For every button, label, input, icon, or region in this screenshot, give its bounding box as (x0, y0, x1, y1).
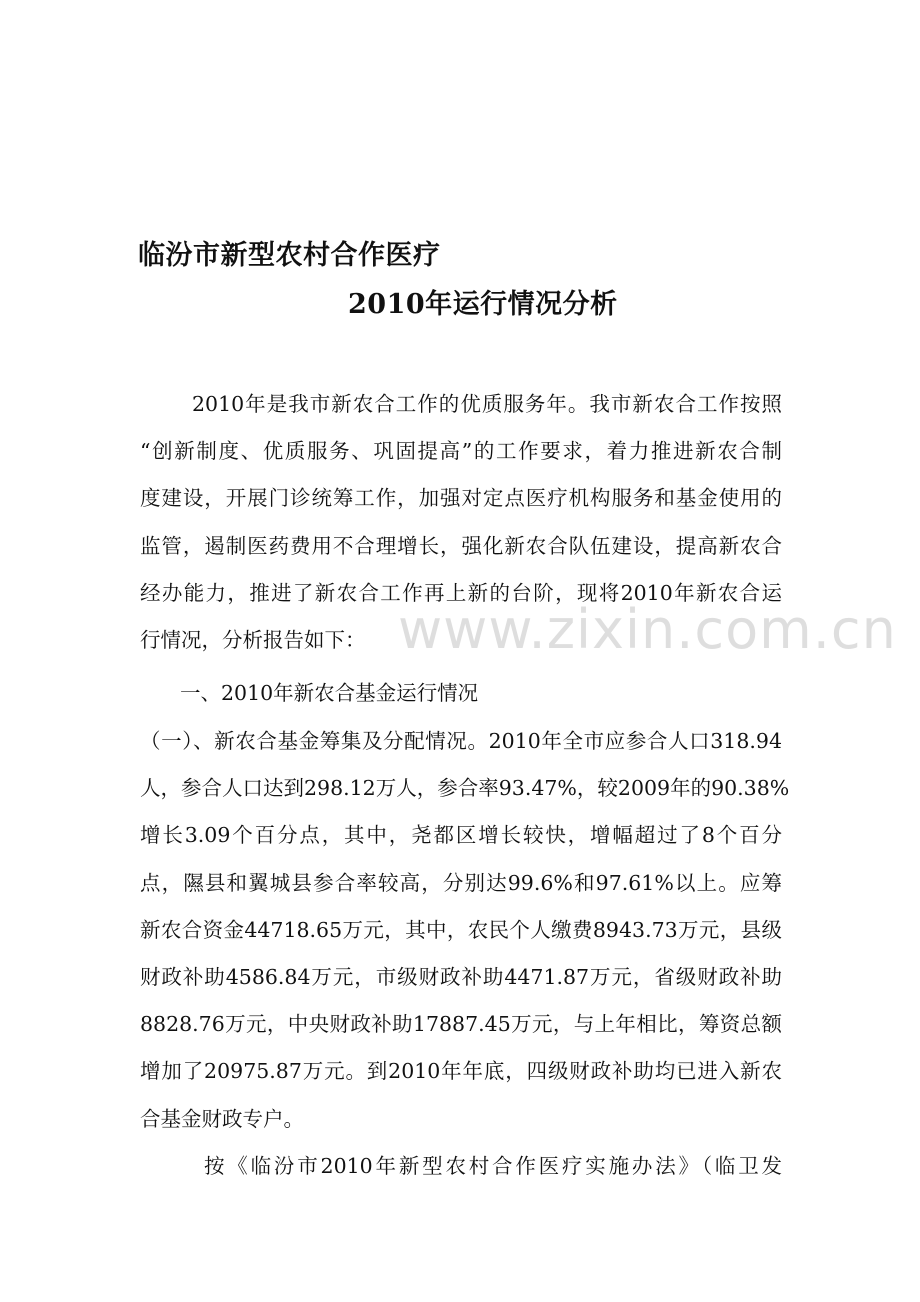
paragraph-line: 监管，遏制医药费用不合理增长，强化新农合队伍建设，提高新农合 (140, 533, 782, 558)
fund-paragraph (140, 718, 790, 1143)
paragraph-line: 经办能力，推进了新农合工作再上新的台阶，现将2010年新农合运 (140, 580, 782, 605)
paragraph-line: 2010年是我市新农合工作的优质服务年。我市新农合工作按照 (192, 392, 782, 416)
paragraph-line: 人，参合人口达到298.12万人，参合率93.47%，较2009年的90.38% (140, 776, 790, 801)
paragraph-line: 点，隰县和翼城县参合率较高，分别达99.6%和97.61%以上。应筹 (140, 870, 782, 895)
document-title-line-1: 临汾市新型农村合作医疗 (138, 240, 441, 271)
watermark: www.zixin.com.cn (398, 598, 897, 661)
paragraph-line: 增加了20975.87万元。到2010年年底，四级财政补助均已进入新农 (140, 1059, 782, 1084)
paragraph-line: 行情况，分析报告如下： (140, 627, 366, 652)
paragraph-line: 按《临汾市2010年新型农村合作医疗实施办法》（临卫发 (204, 1154, 782, 1178)
paragraph-line: （一）、新农合基金筹集及分配情况。2010年全市应参合人口318.94 (140, 729, 782, 753)
paragraph-line: “创新制度、优质服务、巩固提高”的工作要求，着力推进新农合制 (140, 439, 782, 464)
document-title-line-2: 2010年运行情况分析 (348, 289, 618, 320)
paragraph-line: 度建设，开展门诊统筹工作，加强对定点医疗机构服务和基金使用的 (140, 486, 782, 511)
implementation-paragraph (204, 1143, 782, 1190)
paragraph-line: 8828.76万元，中央财政补助17887.45万元，与上年相比，筹资总额 (140, 1012, 782, 1037)
paragraph-line: 合基金财政专户。 (140, 1106, 304, 1131)
paragraph-line: 增长3.09个百分点，其中，尧都区增长较快，增幅超过了8个百分 (140, 823, 782, 848)
section-heading: 一、2010年新农合基金运行情况 (180, 681, 479, 705)
paragraph-line: 财政补助4586.84万元，市级财政补助4471.87万元，省级财政补助 (140, 964, 782, 989)
intro-paragraph (140, 381, 782, 664)
paragraph-line: 新农合资金44718.65万元，其中，农民个人缴费8943.73万元，县级 (140, 917, 782, 942)
